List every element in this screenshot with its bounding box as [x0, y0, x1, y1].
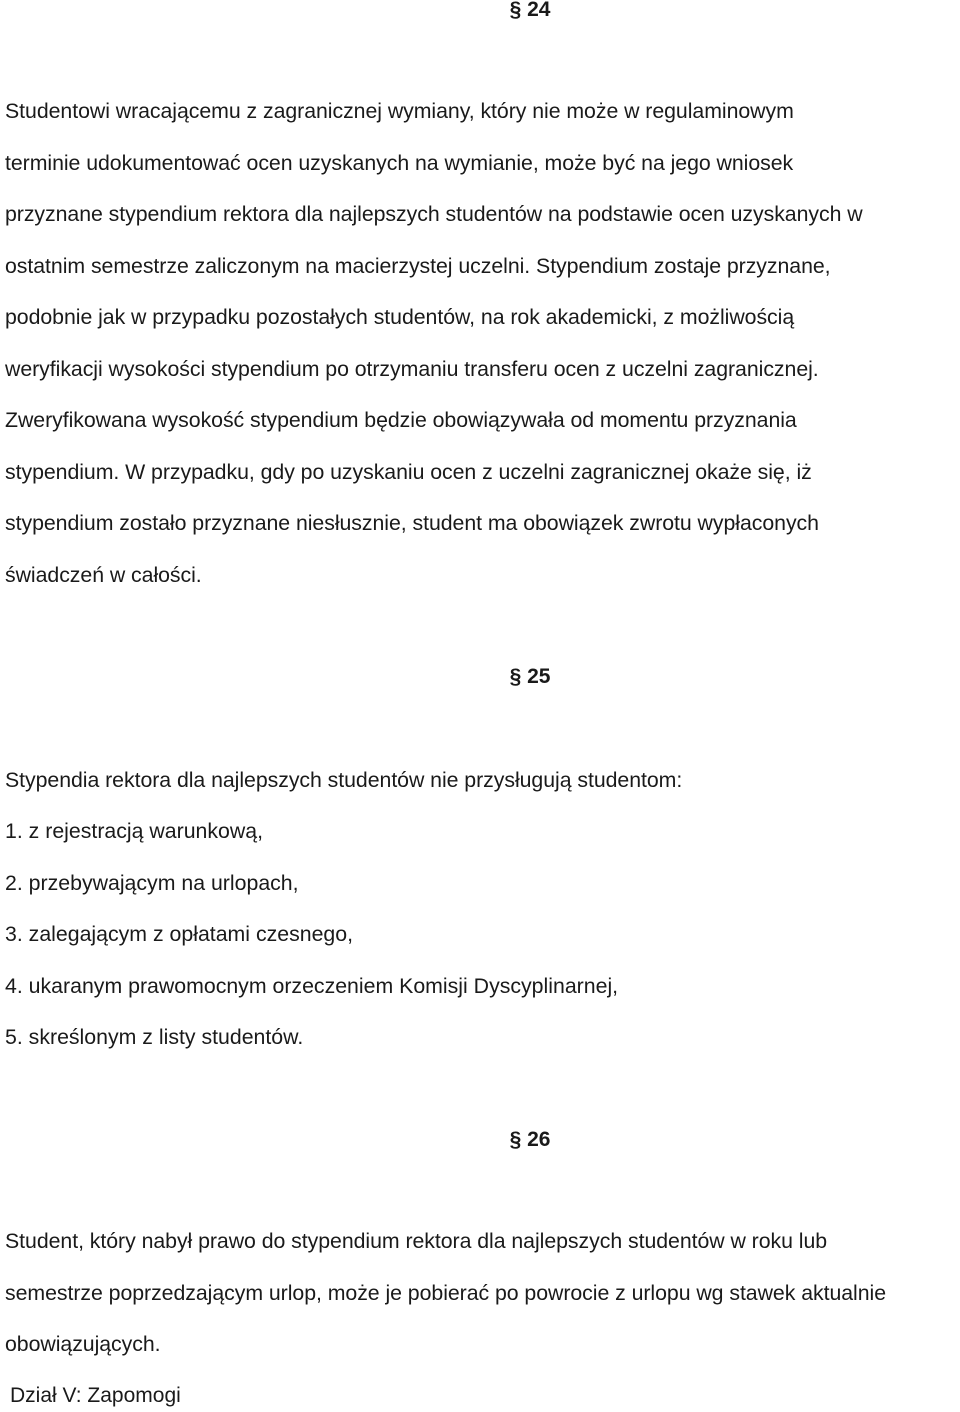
list-intro-section-25 — [5, 755, 960, 807]
text-line: ostatnim semestrze zaliczonym na macierzystej uczelni. Stypendium zostaje przyznane, — [5, 253, 831, 278]
list-item: 2. przebywającym na urlopach, — [5, 870, 299, 895]
text-line: obowiązujących. — [5, 1332, 161, 1356]
section-heading-25: § 25 — [509, 665, 551, 688]
text-line: podobnie jak w przypadku pozostałych studentów, na rok akademicki, z możliwością — [5, 305, 795, 329]
text-line: stypendium. W przypadku, gdy po uzyskaniu ocen z uczelni zagranicznej okaże się, iż — [5, 459, 812, 484]
section-heading-24: § 24 — [509, 0, 551, 21]
exclusion-list — [5, 806, 935, 1064]
list-item: 3. zalegającym z opłatami czesnego, — [5, 922, 354, 946]
text-line: terminie udokumentować ocen uzyskanych na wymianie, może być na jego wniosek — [5, 150, 794, 175]
text-line: Studentowi wracającemu z zagranicznej wymiany, który nie może w regulaminowym — [5, 99, 794, 123]
list-item: 5. skreślonym z listy studentów. — [5, 1025, 304, 1049]
text-line: stypendium zostało przyznane niesłusznie, student ma obowiązek zwrotu wypłaconych — [5, 511, 819, 535]
text-line: przyznane stypendium rektora dla najlepszych studentów na podstawie ocen uzyskanych w — [5, 202, 863, 226]
text-line: weryfikacji wysokości stypendium po otrzymaniu transferu ocen z uczelni zagranicznej. — [5, 356, 819, 381]
text-line: semestrze poprzedzającym urlop, może je pobierać po powrocie z urlopu wg stawek aktualnie — [5, 1280, 886, 1305]
list-item: 1. z rejestracją warunkową, — [5, 819, 264, 843]
text-line: świadczeń w całości. — [5, 562, 202, 587]
text-line: Student, który nabył prawo do stypendium rektora dla najlepszych studentów w roku lub — [5, 1229, 828, 1253]
paragraph-section-26 — [5, 1216, 960, 1371]
text-line: Stypendia rektora dla najlepszych studentów nie przysługują studentom: — [5, 768, 683, 792]
section-heading-26: § 26 — [509, 1128, 551, 1151]
paragraph-section-24 — [5, 86, 960, 601]
list-item: 4. ukaranym prawomocnym orzeczeniem Komisji Dyscyplinarnej, — [5, 973, 619, 998]
division-heading: Dział V: Zapomogi — [10, 1384, 181, 1407]
text-line: Zweryfikowana wysokość stypendium będzie obowiązywała od momentu przyznania — [5, 408, 797, 432]
